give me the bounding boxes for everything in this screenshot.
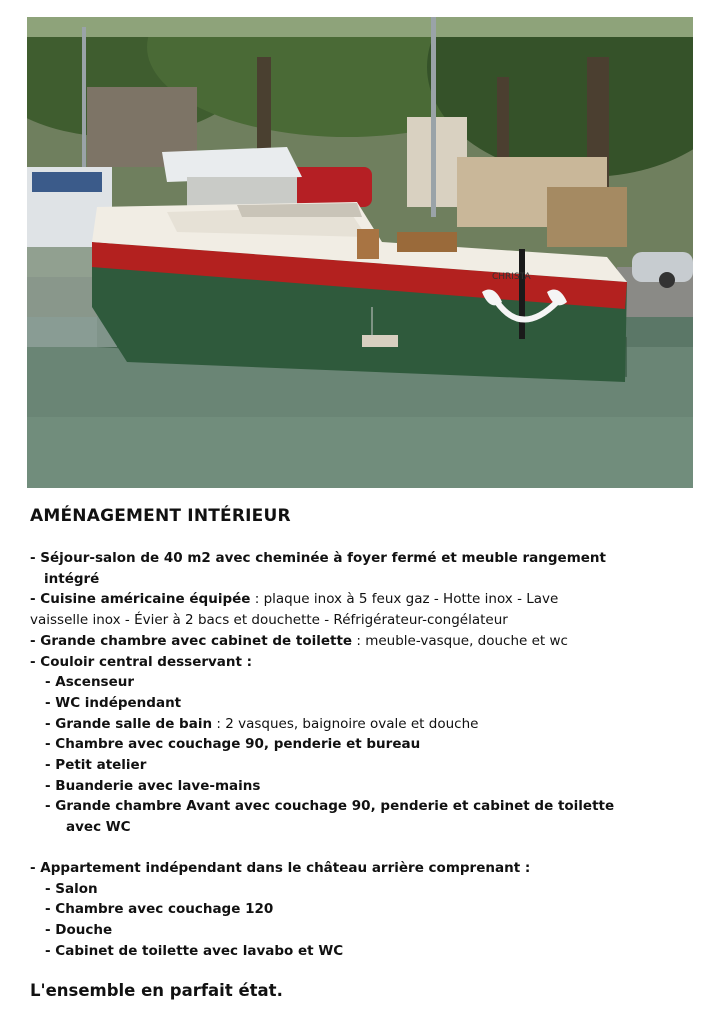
final-statement: L'ensemble en parfait état.: [30, 981, 283, 1001]
list-item-sejour-cont: intégré: [44, 570, 100, 587]
appartement-chambre: - Chambre avec couchage 120: [45, 901, 274, 918]
boat-name-label: CHRISTA: [492, 272, 531, 282]
subitem-atelier: - Petit atelier: [45, 757, 147, 774]
list-item-appartement: - Appartement indépendant dans le château arrière comprenant :: [30, 859, 531, 876]
subitem-ascenseur: - Ascenseur: [45, 674, 135, 691]
subitem-chambre-90: - Chambre avec couchage 90, penderie et bureau: [45, 736, 421, 753]
section-heading: AMÉNAGEMENT INTÉRIEUR: [30, 506, 291, 526]
interior-description: [30, 506, 700, 1000]
list-item-couloir: - Couloir central desservant :: [30, 653, 253, 670]
spacer: [30, 838, 700, 858]
boat-photo: [27, 17, 693, 488]
subitem-chambre-avant: - Grande chambre Avant avec couchage 90, penderie et cabinet de toilette: [45, 798, 615, 815]
boat-photo-illustration: [27, 17, 693, 488]
list-item-cuisine-cont: vaisselle inox - Évier à 2 bacs et douchette - Réfrigérateur-congélateur: [30, 612, 508, 629]
subitem-buanderie: - Buanderie avec lave-mains: [45, 777, 261, 794]
list-item-sejour: - Séjour-salon de 40 m2 avec cheminée à foyer fermé et meuble rangement: [30, 550, 606, 566]
appartement-douche: - Douche: [45, 921, 113, 938]
subitem-chambre-avant-cont: avec WC: [66, 819, 131, 836]
subitem-wc: - WC indépendant: [45, 694, 182, 711]
appartement-salon: - Salon: [45, 880, 98, 897]
list-item-cuisine: - Cuisine américaine équipée : plaque inox à 5 feux gaz - Hotte inox - Lave: [30, 591, 559, 608]
appartement-cabinet: - Cabinet de toilette avec lavabo et WC: [45, 942, 344, 959]
list-item-grande-chambre: - Grande chambre avec cabinet de toilette : meuble-vasque, douche et wc: [30, 632, 568, 649]
subitem-salle-de-bain: - Grande salle de bain : 2 vasques, baignoire ovale et douche: [45, 715, 479, 732]
